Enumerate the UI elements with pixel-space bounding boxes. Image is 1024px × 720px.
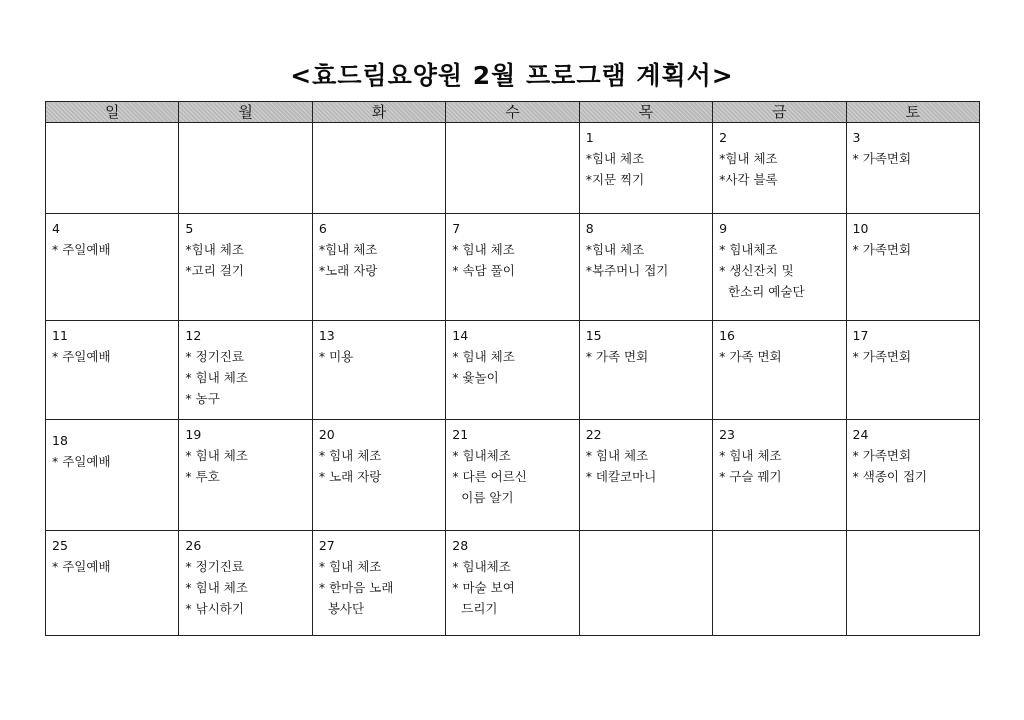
day-number: 11	[52, 328, 68, 343]
calendar-day-cell	[579, 123, 712, 214]
program-item: * 가족면회	[852, 242, 912, 257]
day-number: 26	[185, 538, 202, 553]
program-item-continuation: 봉사단	[327, 601, 365, 616]
day-number: 2	[719, 130, 728, 145]
calendar-day-cell	[46, 531, 179, 636]
calendar-day-cell	[846, 420, 979, 531]
day-number: 15	[585, 328, 602, 343]
program-item: * 힘내 체조	[585, 448, 649, 463]
program-item: * 힘내 체조	[318, 559, 382, 574]
day-cell-content	[179, 214, 311, 281]
weekday-header-tue: 화	[312, 102, 445, 123]
day-cell-content	[313, 123, 445, 127]
day-cell-content	[446, 214, 578, 281]
day-cell-content	[179, 531, 311, 619]
day-cell-content	[713, 321, 845, 367]
day-number: 7	[452, 221, 461, 236]
program-item: *고리 걸기	[185, 263, 244, 278]
calendar-table	[45, 101, 980, 636]
calendar-day-cell	[446, 214, 579, 321]
day-number: 5	[185, 221, 194, 236]
day-number: 28	[452, 538, 469, 553]
program-item: * 색종이 접기	[852, 469, 928, 484]
weekday-header-row	[46, 102, 980, 123]
calendar-day-cell	[846, 531, 979, 636]
program-item-continuation: 이름 알기	[461, 490, 514, 505]
day-cell-content	[580, 123, 712, 190]
program-item-continuation: 드리기	[461, 601, 498, 616]
program-item: * 가족면회	[852, 349, 912, 364]
day-number: 1	[585, 130, 594, 145]
day-cell-content	[313, 214, 445, 281]
calendar-week-row	[46, 214, 980, 321]
calendar-day-cell	[446, 531, 579, 636]
program-item: * 가족면회	[852, 151, 912, 166]
program-item: * 힘내 체조	[185, 580, 248, 595]
calendar-week-row	[46, 420, 980, 531]
day-cell-content	[46, 420, 178, 472]
program-item: * 정기진료	[185, 559, 244, 574]
calendar-day-cell	[713, 123, 846, 214]
day-number: 23	[719, 427, 736, 442]
calendar-day-cell	[446, 123, 579, 214]
calendar-day-cell	[446, 420, 579, 531]
calendar-day-cell	[713, 420, 846, 531]
program-item: * 한마음 노래	[318, 580, 394, 595]
program-item: * 가족면회	[852, 448, 912, 463]
day-number: 14	[452, 328, 469, 343]
program-item: * 투호	[185, 469, 220, 484]
calendar-day-cell	[46, 420, 179, 531]
calendar-day-cell	[179, 531, 312, 636]
program-item: * 가족 면회	[719, 349, 782, 364]
program-item: *힘내 체조	[585, 242, 645, 257]
day-cell-content	[179, 420, 311, 487]
day-cell-content	[179, 321, 311, 409]
program-item: * 낚시하기	[185, 601, 244, 616]
calendar-day-cell	[579, 214, 712, 321]
day-number: 27	[318, 538, 335, 553]
day-cell-content	[847, 214, 979, 260]
day-number: 10	[852, 221, 869, 236]
program-item: *사각 블록	[719, 172, 778, 187]
day-number: 8	[585, 221, 594, 236]
weekday-header-sun: 일	[46, 102, 179, 123]
day-number: 21	[452, 427, 469, 442]
day-number: 13	[318, 328, 335, 343]
calendar-day-cell	[846, 214, 979, 321]
calendar-day-cell	[312, 531, 445, 636]
program-item: *노래 자랑	[318, 263, 378, 278]
program-item: * 힘내 체조	[452, 349, 515, 364]
program-item: *복주머니 접기	[585, 263, 669, 278]
day-number: 6	[318, 221, 327, 236]
program-item: * 주일예배	[52, 349, 111, 364]
day-cell-content	[847, 531, 979, 535]
calendar-day-cell	[179, 420, 312, 531]
calendar-day-cell	[312, 214, 445, 321]
calendar-day-cell	[46, 123, 179, 214]
calendar-day-cell	[713, 531, 846, 636]
day-cell-content	[446, 321, 578, 388]
day-cell-content	[313, 420, 445, 487]
calendar-day-cell	[179, 214, 312, 321]
program-item: * 가족 면회	[585, 349, 649, 364]
program-item: * 생신잔치 및	[719, 263, 794, 278]
program-item: * 힘내 체조	[318, 448, 382, 463]
day-number: 4	[52, 221, 60, 236]
day-cell-content	[446, 123, 578, 127]
program-item: * 힘내 체조	[719, 448, 782, 463]
program-item: * 농구	[185, 391, 220, 406]
day-cell-content	[713, 214, 845, 302]
program-item: * 힘내 체조	[452, 242, 515, 257]
day-cell-content	[46, 531, 178, 577]
program-item-continuation: 한소리 예술단	[728, 284, 805, 299]
day-cell-content	[847, 420, 979, 487]
program-item: * 윷놀이	[452, 370, 499, 385]
day-cell-content	[313, 321, 445, 367]
day-cell-content	[446, 420, 578, 508]
program-item: *힘내 체조	[585, 151, 645, 166]
program-item: * 데칼코마니	[585, 469, 657, 484]
calendar-day-cell	[312, 420, 445, 531]
program-item: *지문 찍기	[585, 172, 645, 187]
weekday-header-mon: 월	[179, 102, 312, 123]
calendar-day-cell	[713, 321, 846, 420]
program-item: * 속담 풀이	[452, 263, 515, 278]
day-cell-content	[580, 531, 712, 535]
weekday-header-wed: 수	[446, 102, 579, 123]
day-cell-content	[847, 123, 979, 169]
day-number: 17	[852, 328, 869, 343]
day-cell-content	[46, 321, 178, 367]
day-cell-content	[713, 420, 845, 487]
day-cell-content	[580, 214, 712, 281]
calendar-day-cell	[179, 321, 312, 420]
day-number: 20	[318, 427, 335, 442]
calendar-day-cell	[579, 420, 712, 531]
calendar-day-cell	[579, 321, 712, 420]
calendar-body	[46, 123, 980, 636]
day-number: 25	[52, 538, 68, 553]
weekday-header-fri: 금	[713, 102, 846, 123]
day-number: 16	[719, 328, 736, 343]
day-cell-content	[580, 420, 712, 487]
day-cell-content	[847, 321, 979, 367]
program-item: * 힘내체조	[719, 242, 778, 257]
weekday-header-sat: 토	[846, 102, 979, 123]
day-cell-content	[713, 531, 845, 535]
day-number: 22	[585, 427, 602, 442]
calendar-day-cell	[312, 123, 445, 214]
calendar-day-cell	[713, 214, 846, 321]
program-item: * 힘내체조	[452, 448, 511, 463]
day-number: 19	[185, 427, 202, 442]
program-item: * 힘내 체조	[185, 370, 248, 385]
program-item: * 다른 어르신	[452, 469, 527, 484]
program-item: * 노래 자랑	[318, 469, 382, 484]
calendar-day-cell	[179, 123, 312, 214]
day-number: 12	[185, 328, 202, 343]
program-item: * 주일예배	[52, 242, 111, 257]
day-number: 18	[52, 433, 68, 448]
day-cell-content	[46, 123, 178, 127]
program-item: * 마술 보여	[452, 580, 515, 595]
calendar-day-cell	[446, 321, 579, 420]
calendar-day-cell	[846, 321, 979, 420]
program-item: * 주일예배	[52, 454, 111, 469]
page-title: <효드림요양원 2월 프로그램 계획서>	[290, 61, 734, 90]
day-number: 9	[719, 221, 728, 236]
day-cell-content	[713, 123, 845, 190]
program-item: * 미용	[318, 349, 354, 364]
calendar-day-cell	[312, 321, 445, 420]
day-number: 3	[852, 130, 861, 145]
program-item: * 힘내 체조	[185, 448, 248, 463]
calendar-week-row	[46, 321, 980, 420]
program-item: *힘내 체조	[719, 151, 778, 166]
calendar-day-cell	[846, 123, 979, 214]
program-item: *힘내 체조	[318, 242, 378, 257]
day-cell-content	[313, 531, 445, 619]
program-item: * 구슬 꿰기	[719, 469, 782, 484]
calendar-week-row	[46, 123, 980, 214]
program-item: * 정기진료	[185, 349, 244, 364]
day-cell-content	[46, 214, 178, 260]
day-cell-content	[446, 531, 578, 619]
calendar-day-cell	[579, 531, 712, 636]
program-item: *힘내 체조	[185, 242, 244, 257]
calendar-day-cell	[46, 214, 179, 321]
weekday-header-thu: 목	[579, 102, 712, 123]
calendar-week-row	[46, 531, 980, 636]
program-item: * 주일예배	[52, 559, 111, 574]
program-item: * 힘내체조	[452, 559, 511, 574]
day-cell-content	[580, 321, 712, 367]
day-number: 24	[852, 427, 869, 442]
day-cell-content	[179, 123, 311, 127]
calendar-day-cell	[46, 321, 179, 420]
